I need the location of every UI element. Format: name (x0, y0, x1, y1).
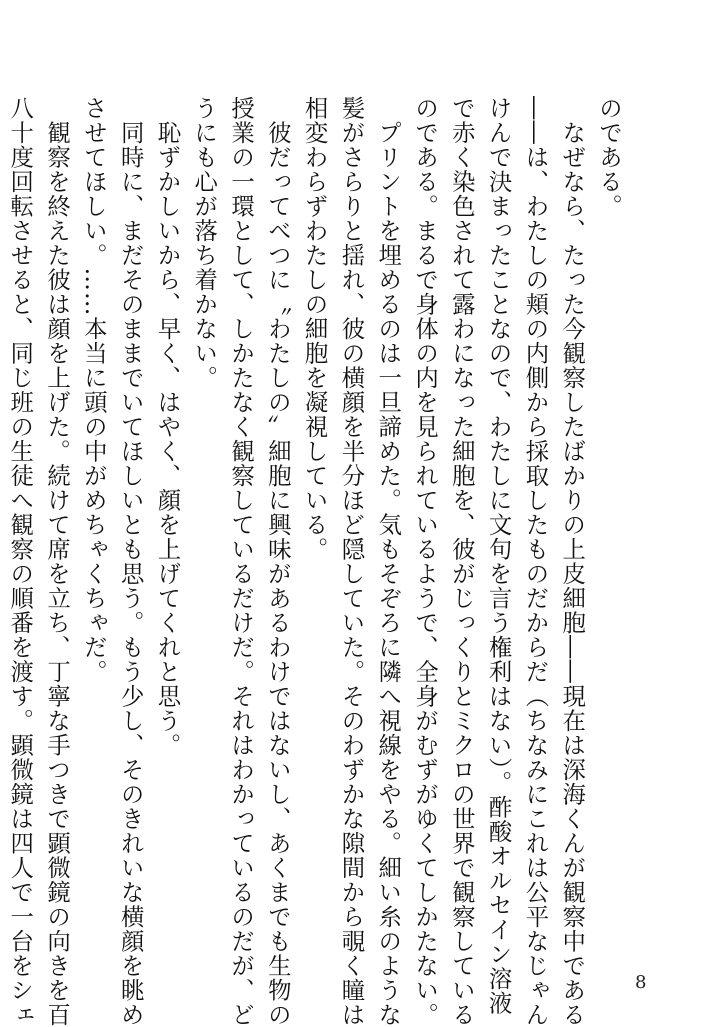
text-line: 相変わらずわたしの細胞を凝視している。 (300, 96, 329, 562)
text-line: 観察を終えた彼は顔を上げた。続けて席を立ち、丁寧な手つきで顕微鏡の向きを百 (43, 96, 72, 1027)
text-line: させてほしい。……本当に頭の中がめちゃくちゃだ。 (79, 96, 108, 684)
vertical-body-text (6, 96, 627, 1027)
text-line: のである。まるで身体の内を見られているようで、全身がむずがゆくてしかたない。 (411, 96, 440, 1027)
text-line: けんで決まったことなので、わたしに文句を言う権利はない）。酢酸オルセイン溶液 (484, 96, 513, 1016)
text-line: 恥ずかしいから、早く、はやく、顔を上げてくれと思う。 (153, 96, 182, 758)
text-line: 彼だってべつに〝わたしの〟細胞に興味があるわけではないし、あくまでも生物の (263, 96, 292, 1027)
text-line: 授業の一環として、しかたなく観察しているだけだ。それはわかっているのだが、ど (227, 96, 256, 1027)
text-line: なぜなら、たった今観察したばかりの上皮細胞――現在は深海くんが観察中である (558, 96, 587, 1027)
text-line: のである。 (595, 96, 623, 219)
text-line: 同時に、まだそのままでいてほしいとも思う。もう少し、そのきれいな横顔を眺め (116, 96, 145, 1027)
text-line: プリントを埋めるのは一旦諦めた。気もそぞろに隣へ視線をやる。細い糸のような (374, 96, 403, 1027)
text-line: うにも心が落ち着かない。 (190, 96, 219, 390)
text-line: で赤く染色されて露わになった細胞を、彼がじっくりとミクロの世界で観察している (447, 96, 476, 1027)
text-line: 髪がさらりと揺れ、彼の横顔を半分ほど隠していた。そのわずかな隙間から覗く瞳は (337, 96, 366, 1027)
page-number: 8 (635, 972, 647, 993)
text-line: ――は、わたしの頬の内側から採取したものだからだ（ちなみにこれは公平なじゃん (521, 96, 550, 1027)
text-line: 八十度回転させると、同じ班の生徒へ観察の順番を渡す。顕微鏡は四人で一台をシェ (6, 96, 35, 1027)
